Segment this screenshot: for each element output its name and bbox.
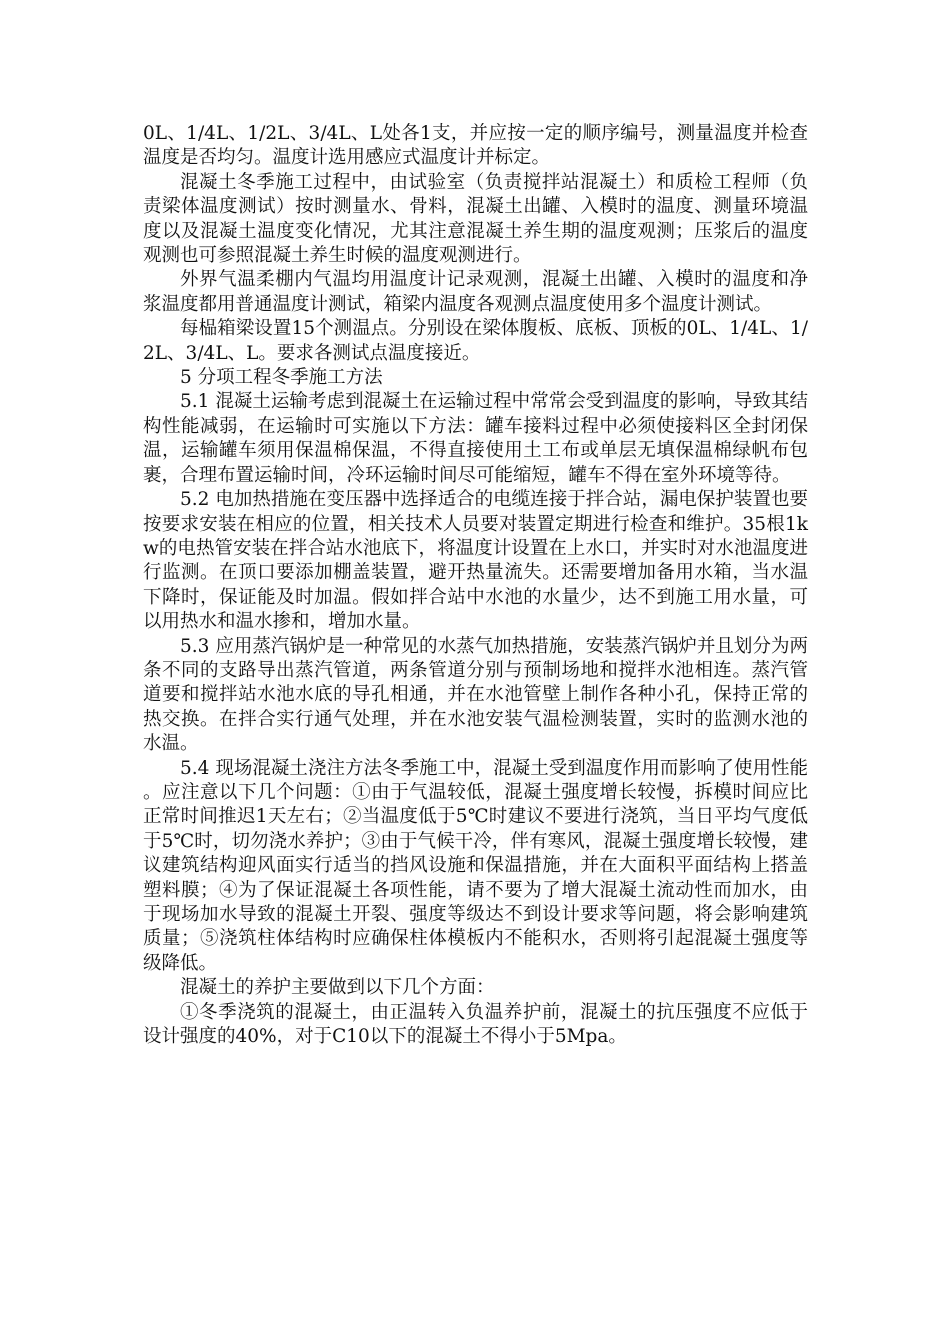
paragraph-2: 混凝土冬季施工过程中，由试验室（负责搅拌站混凝土）和质检工程师（负责梁体温度测试）按时测量水、骨料，混凝土出罐、入模时的温度、测量环境温度以及混凝土温度变化情况，尤其注意混凝土养生期的温度观测；压浆后的温度观测也可参照混凝土养生时候的温度观测进行。 <box>143 171 808 267</box>
paragraph-5-4: 5.4 现场混凝土浇注方法冬季施工中，混凝土受到温度作用而影响了使用性能。应注意以下几个问题：①由于气温较低，混凝土强度增长较慢，拆模时间应比正常时间推迟1天左右；②当温度低于5℃时建议不要进行浇筑，当日平均气度低于5℃时，切勿浇水养护；③由于气候干冷，伴有寒风，混凝土强度增长较慢，建议建筑结构迎风面实行适当的挡风设施和保温措施，并在大面积平面结构上搭盖塑料膜；④为了保证混凝土各项性能，请不要为了增大混凝土流动性而加水，由于现场加水导致的混凝土开裂、强度等级达不到设计要求等问题，将会影响建筑质量；⑤浇筑柱体结构时应确保柱体模板内不能积水，否则将引起混凝土强度等级降低。 <box>143 757 808 974</box>
paragraph-5-2: 5.2 电加热措施在变压器中选择适合的电缆连接于拌合站，漏电保护装置也要按要求安装在相应的位置，相关技术人员要对装置定期进行检查和维护。35根1kw的电热管安装在拌合站水池底下，将温度计设置在上水口，并实时对水池温度进行监测。在顶口要添加棚盖装置，避开热量流失。还需要增加备用水箱，当水温下降时，保证能及时加温。假如拌合站中水池的水量少，达不到施工用水量，可以用热水和温水掺和，增加水量。 <box>143 489 808 633</box>
paragraph-curing-intro: 混凝土的养护主要做到以下几个方面： <box>180 977 495 999</box>
document-body <box>143 122 808 1049</box>
section-heading-5: 5 分项工程冬季施工方法 <box>180 367 383 389</box>
paragraph-3: 外界气温柔棚内气温均用温度计记录观测，混凝土出罐、入模时的温度和净浆温度都用普通温度计测试，箱梁内温度各观测点温度使用多个温度计测试。 <box>143 269 808 315</box>
paragraph-5-3: 5.3 应用蒸汽锅炉是一种常见的水蒸气加热措施，安装蒸汽锅炉并且划分为两条不同的支路导出蒸汽管道，两条管道分别与预制场地和搅拌水池相连。蒸汽管道要和搅拌站水池水底的导孔相通，并在水池管壁上制作各种小孔，保持正常的热交换。在拌合实行通气处理，并在水池安装气温检测装置，实时的监测水池的水温。 <box>143 635 808 755</box>
paragraph-1: 0L、1/4L、1/2L、3/4L、L处各1支，并应按一定的顺序编号，测量温度并检查温度是否均匀。温度计选用感应式温度计并标定。 <box>143 123 808 169</box>
paragraph-curing-1: ①冬季浇筑的混凝土，由正温转入负温养护前，混凝土的抗压强度不应低于设计强度的40%，对于C10以下的混凝土不得小于5Mpa。 <box>143 1001 808 1048</box>
paragraph-4: 每榀箱梁设置15个测温点。分别设在梁体腹板、底板、顶板的0L、1/4L、1/2L、3/4L、L。要求各测试点温度接近。 <box>143 318 808 364</box>
paragraph-5-1: 5.1 混凝土运输考虑到混凝土在运输过程中常常会受到温度的影响，导致其结构性能减弱，在运输时可实施以下方法：罐车接料过程中必须使接料区全封闭保温，运输罐车须用保温棉保温，不得直接使用土工布或单层无填保温棉绿帆布包裹，合理布置运输时间，冷环运输时间尽可能缩短，罐车不得在室外环境等待。 <box>143 391 808 486</box>
